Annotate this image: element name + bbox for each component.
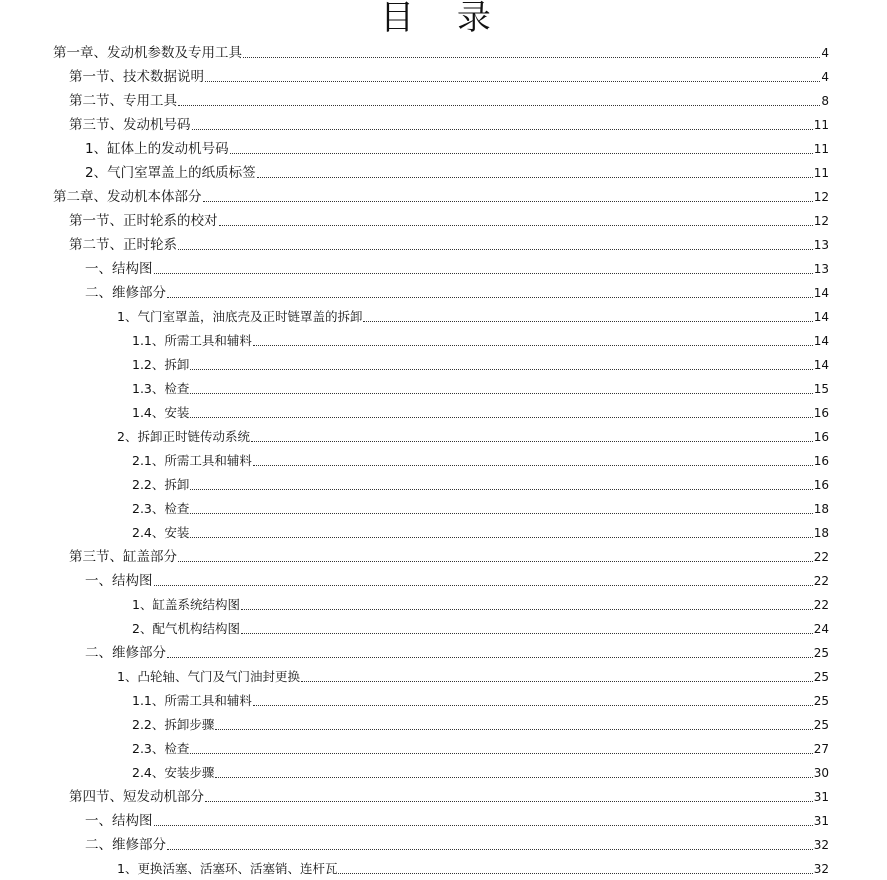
dot-leader bbox=[205, 801, 813, 802]
toc-entry-page-number: 25 bbox=[813, 670, 829, 684]
dot-leader bbox=[154, 273, 813, 274]
dot-leader bbox=[215, 777, 812, 778]
toc-entry-page-number: 12 bbox=[813, 214, 829, 228]
toc-entry-label: 1.3、检查 bbox=[132, 381, 190, 396]
toc-entry-page-number: 14 bbox=[813, 334, 829, 348]
toc-entry-label: 1.1、所需工具和辅料 bbox=[132, 693, 252, 708]
toc-entry[interactable] bbox=[0, 688, 887, 712]
toc-entry[interactable] bbox=[0, 160, 887, 184]
toc-entry[interactable] bbox=[0, 328, 887, 352]
toc-entry-page-number: 18 bbox=[813, 502, 829, 516]
toc-entry-page-number: 27 bbox=[813, 742, 829, 756]
dot-leader bbox=[257, 177, 813, 178]
dot-leader bbox=[363, 321, 812, 322]
toc-entry-page-number: 14 bbox=[813, 358, 829, 372]
toc-entry-page-number: 13 bbox=[813, 238, 829, 252]
toc-entry-page-number: 11 bbox=[813, 166, 829, 180]
toc-entry[interactable] bbox=[0, 544, 887, 568]
toc-entry-label: 2.2、拆卸 bbox=[132, 477, 190, 492]
toc-entry-page-number: 31 bbox=[813, 790, 829, 804]
toc-entry[interactable] bbox=[0, 400, 887, 424]
toc-entry-label: 第二节、专用工具 bbox=[69, 93, 177, 109]
toc-entry-label: 2.1、所需工具和辅料 bbox=[132, 453, 252, 468]
toc-entry-label: 第三节、缸盖部分 bbox=[69, 549, 177, 565]
toc-entry-page-number: 22 bbox=[813, 550, 829, 564]
dot-leader bbox=[190, 369, 812, 370]
toc-entry-label: 1、凸轮轴、气门及气门油封更换 bbox=[117, 669, 300, 684]
dot-leader bbox=[253, 345, 813, 346]
toc-entry[interactable] bbox=[0, 784, 887, 808]
toc-entry-page-number: 4 bbox=[821, 46, 829, 60]
toc-entry[interactable] bbox=[0, 304, 887, 328]
toc-entry[interactable] bbox=[0, 520, 887, 544]
toc-entry-label: 2、配气机构结构图 bbox=[132, 621, 240, 636]
toc-entry[interactable] bbox=[0, 640, 887, 664]
toc-entry-label: 1、更换活塞、活塞环、活塞销、连杆瓦 bbox=[117, 861, 338, 876]
toc-entry-label: 第一节、技术数据说明 bbox=[69, 69, 204, 85]
dot-leader bbox=[178, 249, 813, 250]
toc-entry[interactable] bbox=[0, 40, 887, 64]
toc-entry[interactable] bbox=[0, 496, 887, 520]
dot-leader bbox=[301, 681, 813, 682]
toc-entry-page-number: 32 bbox=[813, 862, 829, 876]
toc-entry-page-number: 24 bbox=[813, 622, 829, 636]
dot-leader bbox=[338, 873, 812, 874]
dot-leader bbox=[241, 609, 813, 610]
toc-entry[interactable] bbox=[0, 760, 887, 784]
toc-entry[interactable] bbox=[0, 376, 887, 400]
dot-leader bbox=[190, 537, 812, 538]
dot-leader bbox=[167, 657, 813, 658]
dot-leader bbox=[192, 129, 813, 130]
toc-entry[interactable] bbox=[0, 712, 887, 736]
toc-entry[interactable] bbox=[0, 424, 887, 448]
dot-leader bbox=[190, 393, 812, 394]
toc-entry-label: 第二节、正时轮系 bbox=[69, 237, 177, 253]
toc-entry[interactable] bbox=[0, 448, 887, 472]
dot-leader bbox=[190, 489, 812, 490]
toc-entry-label: 2、气门室罩盖上的纸质标签 bbox=[85, 165, 256, 181]
dot-leader bbox=[215, 729, 812, 730]
toc-entry-label: 2、拆卸正时链传动系统 bbox=[117, 429, 250, 444]
toc-entry-page-number: 25 bbox=[813, 718, 829, 732]
dot-leader bbox=[205, 81, 820, 82]
dot-leader bbox=[167, 849, 813, 850]
toc-entry-label: 二、维修部分 bbox=[85, 645, 166, 661]
toc-entry-label: 2.4、安装 bbox=[132, 525, 190, 540]
toc-entry[interactable] bbox=[0, 808, 887, 832]
dot-leader bbox=[190, 417, 812, 418]
toc-entry[interactable] bbox=[0, 736, 887, 760]
toc-entry-label: 第四节、短发动机部分 bbox=[69, 789, 204, 805]
toc-entry-page-number: 13 bbox=[813, 262, 829, 276]
toc-entry-page-number: 32 bbox=[813, 838, 829, 852]
dot-leader bbox=[190, 513, 812, 514]
toc-entry[interactable] bbox=[0, 232, 887, 256]
toc-entry-label: 2.3、检查 bbox=[132, 741, 190, 756]
toc-entry[interactable] bbox=[0, 136, 887, 160]
toc-entry-label: 1.1、所需工具和辅料 bbox=[132, 333, 252, 348]
dot-leader bbox=[253, 465, 813, 466]
toc-entry[interactable] bbox=[0, 184, 887, 208]
toc-entry[interactable] bbox=[0, 616, 887, 640]
toc-entry-page-number: 16 bbox=[813, 406, 829, 420]
toc-entry-page-number: 16 bbox=[813, 454, 829, 468]
toc-entry-page-number: 22 bbox=[813, 598, 829, 612]
dot-leader bbox=[241, 633, 813, 634]
toc-entry-page-number: 16 bbox=[813, 478, 829, 492]
toc-entry[interactable] bbox=[0, 64, 887, 88]
toc-entry-page-number: 15 bbox=[813, 382, 829, 396]
dot-leader bbox=[219, 225, 813, 226]
toc-entry-page-number: 31 bbox=[813, 814, 829, 828]
toc-entry[interactable] bbox=[0, 592, 887, 616]
toc-entry[interactable] bbox=[0, 256, 887, 280]
toc-entry-label: 2.3、检查 bbox=[132, 501, 190, 516]
dot-leader bbox=[167, 297, 813, 298]
toc-entry[interactable] bbox=[0, 568, 887, 592]
toc-title: 目 录 bbox=[380, 0, 507, 38]
toc-entry-label: 1.4、安装 bbox=[132, 405, 190, 420]
toc-list bbox=[0, 40, 887, 880]
toc-entry-page-number: 14 bbox=[813, 286, 829, 300]
toc-entry-label: 2.4、安装步骤 bbox=[132, 765, 215, 780]
toc-entry-page-number: 18 bbox=[813, 526, 829, 540]
toc-entry[interactable] bbox=[0, 112, 887, 136]
toc-entry-label: 1、缸体上的发动机号码 bbox=[85, 141, 229, 157]
toc-entry-label: 一、结构图 bbox=[85, 573, 153, 589]
toc-entry-label: 1、缸盖系统结构图 bbox=[132, 597, 240, 612]
dot-leader bbox=[253, 705, 813, 706]
dot-leader bbox=[178, 105, 820, 106]
toc-entry-label: 第二章、发动机本体部分 bbox=[53, 189, 202, 205]
dot-leader bbox=[154, 825, 813, 826]
dot-leader bbox=[190, 753, 812, 754]
toc-entry-page-number: 22 bbox=[813, 574, 829, 588]
toc-entry-label: 第一章、发动机参数及专用工具 bbox=[53, 45, 242, 61]
toc-entry-page-number: 11 bbox=[813, 142, 829, 156]
toc-entry-page-number: 30 bbox=[813, 766, 829, 780]
dot-leader bbox=[230, 153, 813, 154]
toc-entry-label: 2.2、拆卸步骤 bbox=[132, 717, 215, 732]
toc-entry[interactable] bbox=[0, 88, 887, 112]
toc-entry-page-number: 4 bbox=[821, 70, 829, 84]
toc-entry-label: 一、结构图 bbox=[85, 813, 153, 829]
dot-leader bbox=[251, 441, 813, 442]
toc-entry-label: 二、维修部分 bbox=[85, 837, 166, 853]
toc-entry-label: 1、气门室罩盖，油底壳及正时链罩盖的拆卸 bbox=[117, 309, 363, 324]
toc-entry-page-number: 25 bbox=[813, 694, 829, 708]
dot-leader bbox=[243, 57, 820, 58]
toc-entry[interactable] bbox=[0, 208, 887, 232]
dot-leader bbox=[178, 561, 813, 562]
toc-entry-label: 第三节、发动机号码 bbox=[69, 117, 191, 133]
toc-entry-label: 第一节、正时轮系的校对 bbox=[69, 213, 218, 229]
toc-entry[interactable] bbox=[0, 352, 887, 376]
toc-entry[interactable] bbox=[0, 664, 887, 688]
dot-leader bbox=[154, 585, 813, 586]
toc-entry[interactable] bbox=[0, 472, 887, 496]
toc-entry-page-number: 8 bbox=[821, 94, 829, 108]
toc-entry-label: 二、维修部分 bbox=[85, 285, 166, 301]
toc-entry-page-number: 12 bbox=[813, 190, 829, 204]
toc-entry[interactable] bbox=[0, 832, 887, 856]
toc-entry-page-number: 16 bbox=[813, 430, 829, 444]
toc-entry-page-number: 14 bbox=[813, 310, 829, 324]
toc-entry-page-number: 25 bbox=[813, 646, 829, 660]
toc-entry[interactable] bbox=[0, 280, 887, 304]
toc-entry-label: 1.2、拆卸 bbox=[132, 357, 190, 372]
toc-entry[interactable] bbox=[0, 856, 887, 880]
dot-leader bbox=[203, 201, 813, 202]
toc-entry-page-number: 11 bbox=[813, 118, 829, 132]
toc-entry-label: 一、结构图 bbox=[85, 261, 153, 277]
